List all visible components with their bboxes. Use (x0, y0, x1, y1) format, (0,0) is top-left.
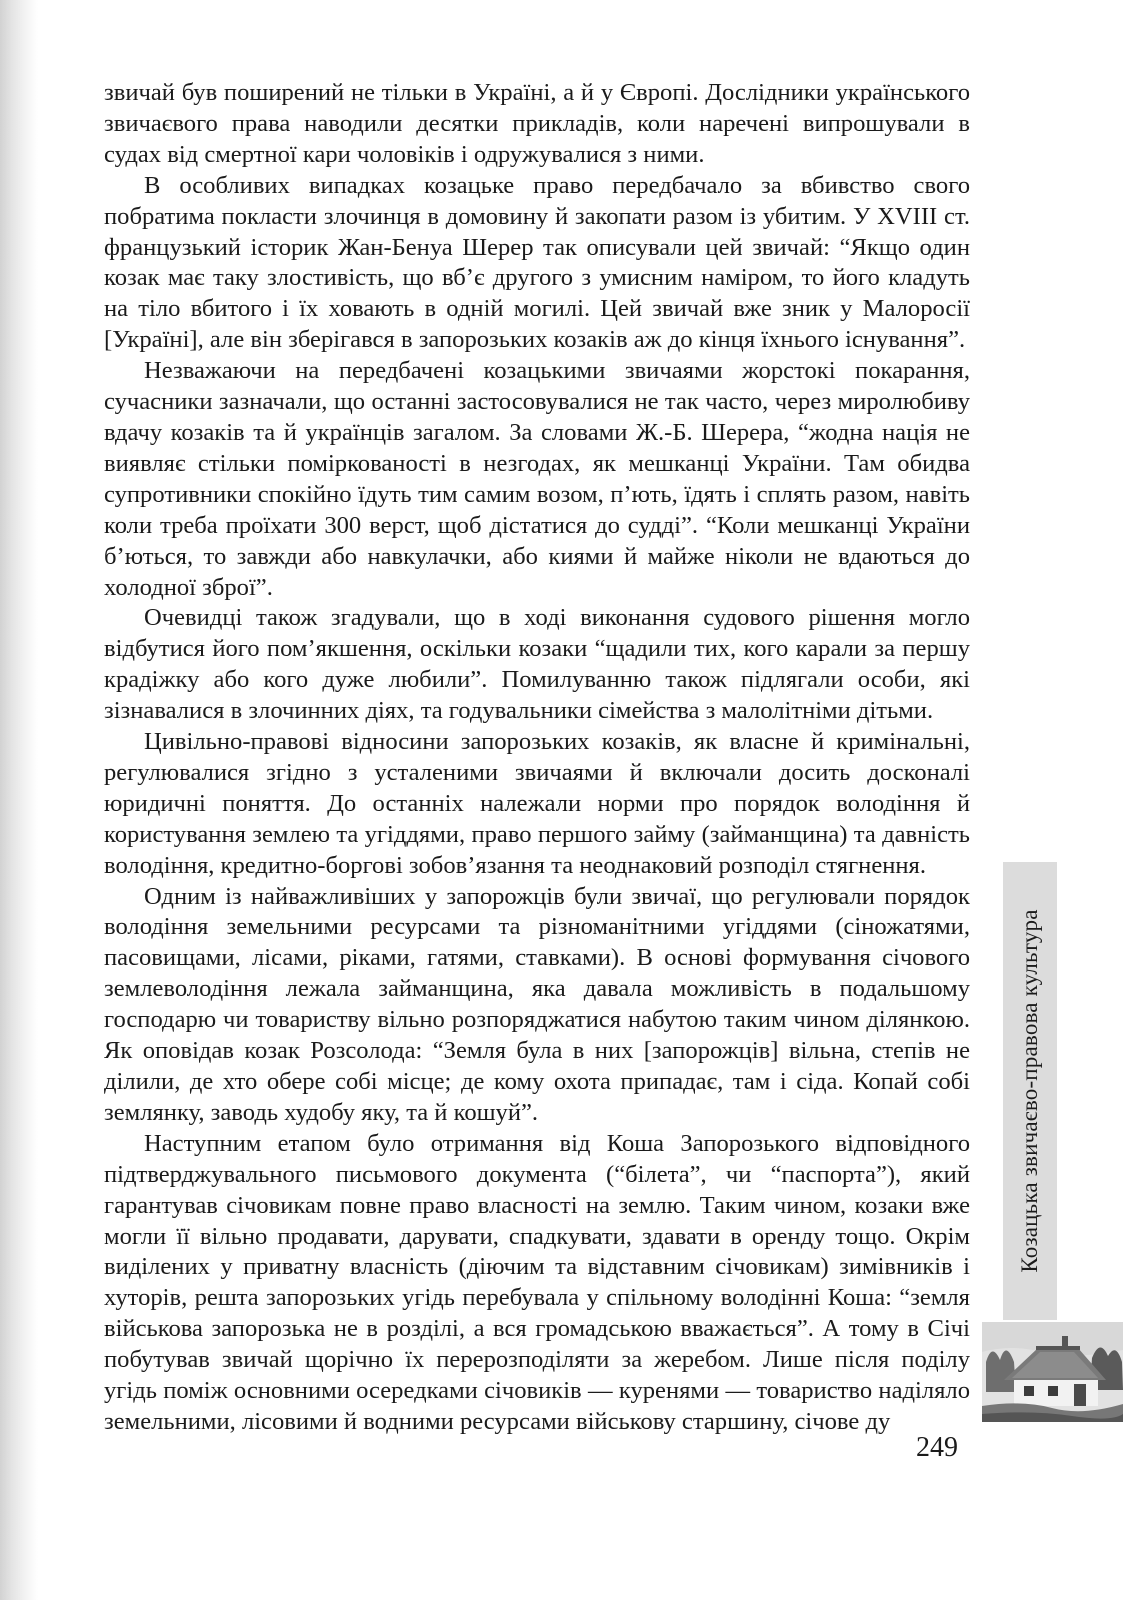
page-number: 249 (916, 1432, 958, 1463)
chapter-side-tab-label: Козацька звичаєво-правова культура (1017, 909, 1042, 1273)
paragraph-5: Цивільно-правові відносини запорозьких козаків, як власне й кримінальні, регулювалися згідно з усталеними звичаями й включали досить досконалі юридичні поняття. До останніх належали норми про порядок володіння й користування землею та угіддями, право першого займу (займанщина) та давність володіння, кредитно-боргові зобов’язання та неоднаковий розподіл стягнення. (104, 728, 970, 879)
paragraph-2: В особливих випадках козацьке право передбачало за вбивство свого побратима покласти злочинця в домовину й закопати разом із убитим. У XVIII ст. французький історик Жан-Бенуа Шерер так описували цей звичай: “Якщо один козак має таку злостивість, що вб’є другого з умисним наміром, то його кладуть на тіло вбитого і їх ховають в одній могилі. Цей звичай вже зник у Малоросії [Україні], але він зберігався в запорозьких козаків аж до кінця їхнього існування”. (104, 171, 970, 354)
paragraph-1: звичай був поширений не тільки в Україні, а й у Європі. Дослідники українського звичаєвого права наводили десятки прикладів, коли наречені випрошували в судах від смертної кари чоловіків і одружувалися з ними. (104, 79, 970, 168)
village-house-icon (982, 1322, 1123, 1422)
scan-gutter (0, 0, 38, 1600)
paragraph-3: Незважаючи на передбачені козацькими звичаями жорстокі покарання, сучасники зазначали, що останні застосовувалися не так часто, через миролюбиву вдачу козаків та й українців загалом. За словами Ж.-Б. Шерера, “жодна нація не виявляє стільки поміркованості в незгодах, як мешканці України. Там обидва супротивники спокійно їдуть тим самим возом, п’ють, їдять і сплять разом, навіть коли треба проїхати 300 верст, щоб дістатися до судді”. “Коли мешканці України б’ються, то завжди або навкулачки, або киями й майже ніколи не вдаються до холодної зброї”. (104, 357, 970, 601)
paragraph-6: Одним із найважливіших у запорожців були звичаї, що регулювали порядок володіння земельними ресурсами та різноманітними угіддями (сіножатями, пасовищами, лісами, ріками, гатями, ставками). В основі формування січового землеволодіння лежала займанщина, яка давала можливість в подальшому господарю чи товариству вільно розпоряджатися набутою таким чином ділянкою. Як оповідав козак Розсолода: “Земля була в них [запорожців] вільна, степів не ділили, де хто обере собі місце; де кому охота припадає, там і сіда. Копай собі землянку, заводь худобу яку, та й кошуй”. (104, 882, 970, 1126)
paragraph-7: Наступним етапом було отримання від Коша Запорозького відповідного підтверджувального письмового документа (“білета”, чи “паспорта”), який гарантував січовикам повне право власності на землю. Таким чином, козаки вже могли її вільно продавати, дарувати, спадкувати, здавати в оренду тощо. Окрім виділених у приватну власність (діючим та відставним січовикам) зимівників і хуторів, решта запорозьких угідь перебувала у спільному володінні Коша: “земля військова запорозька не в розділі, а вся громадською вважається”. А тому в Січі побутував звичай щорічно їх перерозподіляти за жеребом. Лише після поділу угідь поміж основними осередками січовиків — куренями — товариство наділяло земельними, лісовими й водними ресурсами військову старшину, січове ду (104, 1129, 970, 1435)
chapter-side-tab (1003, 862, 1057, 1320)
body-text (104, 78, 970, 1438)
paragraph-4: Очевидці також згадували, що в ході виконання судового рішення могло відбутися його пом’якшення, оскільки козаки “щадили тих, кого карали за першу крадіжку або кого дуже любили”. Помилуванню також підлягали особи, які зізнавалися в злочинних діях, та годувальники сімейства з малолітніми дітьми. (104, 604, 970, 725)
